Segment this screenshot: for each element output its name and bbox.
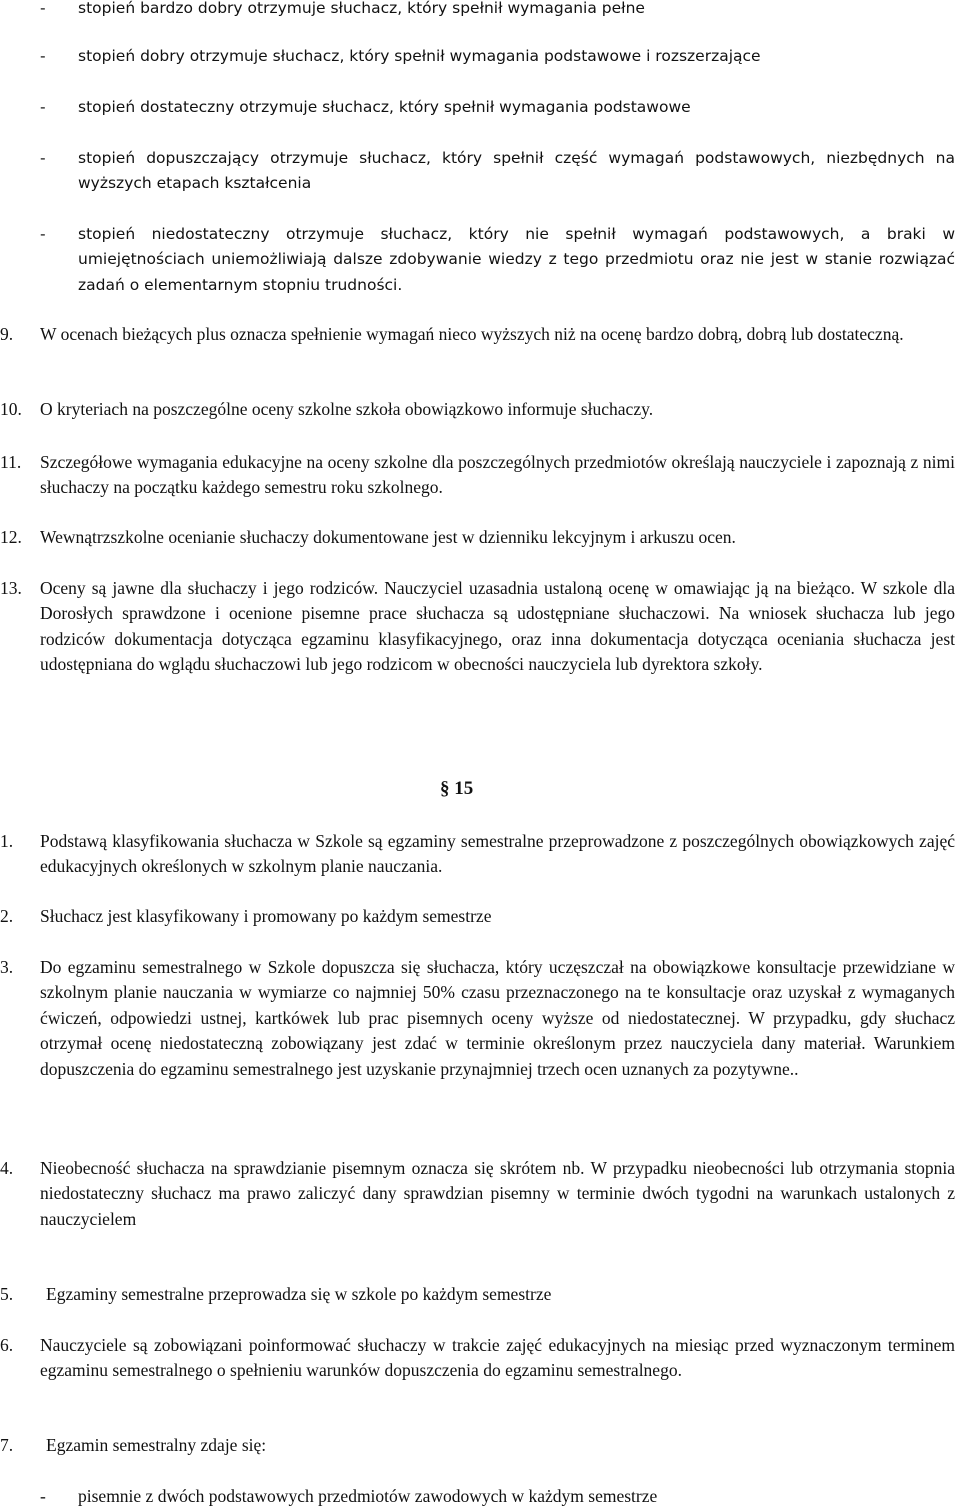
list-dash: - <box>40 0 46 17</box>
item-text: W ocenach bieżących plus oznacza spełnienie wymagań nieco wyższych niż na ocenę bardzo dobrą, dobrą lub dostateczną. <box>40 324 904 344</box>
item-text: Nauczyciele są zobowiązani poinformować słuchaczy w trakcie zajęć edukacyjnych na miesiąc przed wyznaczonym terminem egzaminu semestralnego o spełnieniu warunków dopuszczenia do egzaminu semestralnego. <box>40 1335 955 1381</box>
exam-bullet: pisemnie z dwóch podstawowych przedmiotów zawodowych w każdym semestrze <box>78 1486 658 1506</box>
item-text: Egzaminy semestralne przeprowadza się w szkole po każdym semestrze <box>46 1284 552 1304</box>
item-number: 4. <box>0 1158 14 1178</box>
item-text: Nieobecność słuchacza na sprawdzianie pisemnym oznacza się skrótem nb. W przypadku nieobecności lub otrzymania stopnia niedostateczny słuchacz ma prawo zaliczyć dany sprawdzian pisemny w terminie dwóch tygodni na warunkach ustalonych z nauczycielem <box>40 1158 955 1229</box>
item-text: O kryteriach na poszczególne oceny szkolne szkoła obowiązkowo informuje słuchaczy. <box>40 399 654 419</box>
list-dash: - <box>40 98 46 116</box>
item-text: Wewnątrzszkolne ocenianie słuchaczy dokumentowane jest w dzienniku lekcyjnym i arkuszu ocen. <box>40 527 736 547</box>
item-number: 5. <box>0 1284 14 1304</box>
item-number: 7. <box>0 1435 14 1455</box>
item-number: 6. <box>0 1335 14 1355</box>
item-number: 11. <box>0 452 22 472</box>
item-text: Do egzaminu semestralnego w Szkole dopuszcza się słuchacza, który uczęszczał na obowiązkowe konsultacje przewidziane w szkolnym planie nauczania w wymiarze co najmniej 50% czasu przeznaczonego na te konsultacje oraz uzyskał z wymaganych ćwiczeń, odpowiedzi ustnej, kartkówek lub prac pisemnych oceny wyższe od niedostatecznej. W przypadku, gdy słuchacz otrzymał ocenę niedostateczną zobowiązany jest zdać w terminie określonym przez nauczyciela dany materiał. Warunkiem dopuszczenia do egzaminu semestralnego jest uzyskanie przynajmniej trzech ocen uznanych za pozytywne.. <box>40 957 955 1079</box>
list-dash: - <box>40 47 46 65</box>
item-number: 12. <box>0 527 22 547</box>
section-heading: § 15 <box>440 778 474 799</box>
list-dash: - <box>40 1486 46 1506</box>
list-dash: - <box>40 225 46 243</box>
item-number: 13. <box>0 578 22 598</box>
grade-bullet: stopień dostateczny otrzymuje słuchacz, który spełnił wymagania podstawowe <box>78 98 691 116</box>
grade-bullet: stopień dopuszczający otrzymuje słuchacz, który spełnił część wymagań podstawowych, niezbędnych na wyższych etapach kształcenia <box>78 149 955 193</box>
list-dash: - <box>40 149 46 167</box>
item-text: Podstawą klasyfikowania słuchacza w Szkole są egzaminy semestralne przeprowadzone z poszczególnych obowiązkowych zajęć edukacyjnych określonych w szkolnym planie nauczania. <box>40 831 955 877</box>
item-text: Egzamin semestralny zdaje się: <box>46 1435 267 1455</box>
item-text: Szczegółowe wymagania edukacyjne na oceny szkolne dla poszczególnych przedmiotów określają nauczyciele i zapoznają z nimi słuchaczy na początku każdego semestru roku szkolnego. <box>40 452 955 498</box>
item-number: 1. <box>0 831 14 851</box>
item-number: 10. <box>0 399 22 419</box>
item-number: 3. <box>0 957 14 977</box>
grade-bullet: stopień niedostateczny otrzymuje słuchacz, który nie spełnił wymagań podstawowych, a braki w umiejętnościach uniemożliwiają dalsze zdobywanie wiedzy z tego przedmiotu oraz nie jest w stanie rozwiązać zadań o elementarnym stopniu trudności. <box>78 225 955 294</box>
item-text: Oceny są jawne dla słuchaczy i jego rodziców. Nauczyciel uzasadnia ustaloną ocenę w omawiając ją na bieżąco. W szkole dla Dorosłych sprawdzone i ocenione pisemne prace słuchacza są udostępniane słuchaczowi. Na wniosek słuchacza lub jego rodziców dokumentacja dotycząca egzaminu klasyfikacyjnego, oraz inna dokumentacja dotycząca oceniania słuchacza jest udostępniana do wglądu słuchaczowi lub jego rodzicom w obecności nauczyciela lub dyrektora szkoły. <box>40 578 955 675</box>
item-number: 2. <box>0 906 14 926</box>
grade-bullet: stopień bardzo dobry otrzymuje słuchacz, który spełnił wymagania pełne <box>78 0 645 17</box>
item-number: 9. <box>0 324 14 344</box>
item-text: Słuchacz jest klasyfikowany i promowany po każdym semestrze <box>40 906 492 926</box>
grade-bullet: stopień dobry otrzymuje słuchacz, który spełnił wymagania podstawowe i rozszerzające <box>78 47 761 65</box>
